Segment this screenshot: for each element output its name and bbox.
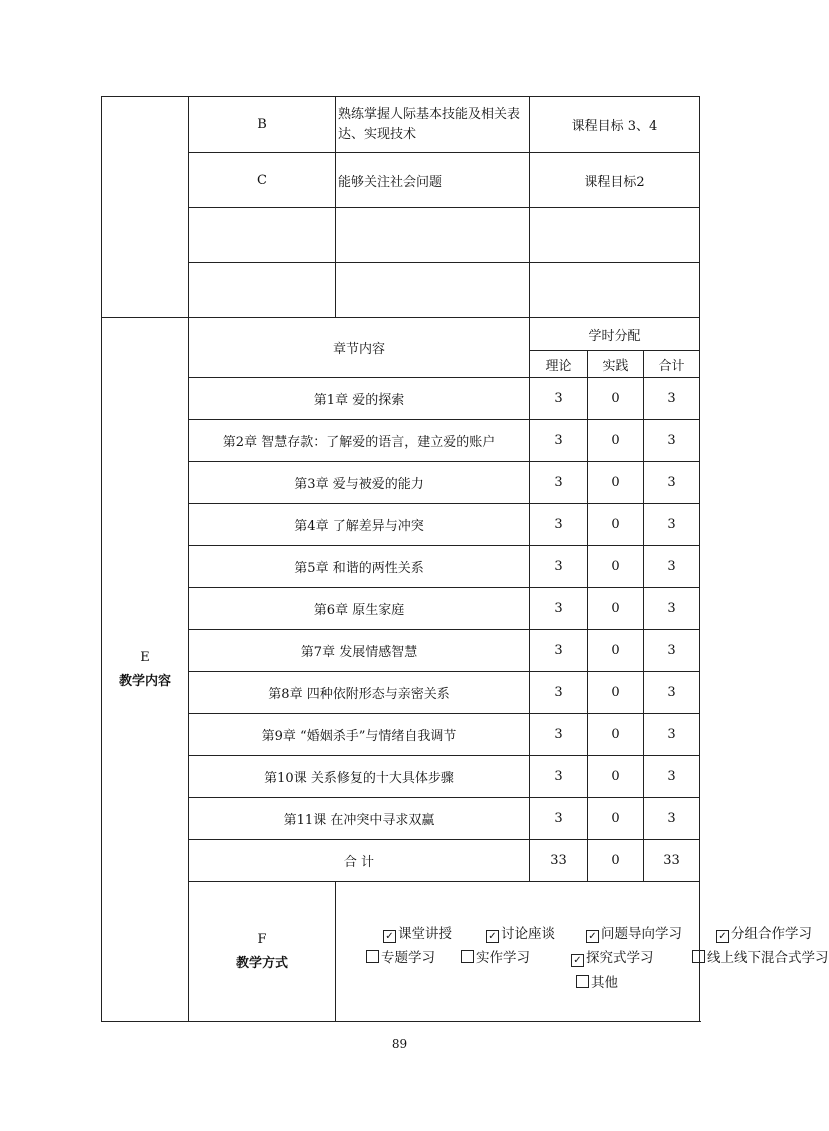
chapter-row <box>102 462 700 504</box>
chapter-theory-hours: 3 <box>530 672 588 714</box>
method-option[interactable] <box>486 922 555 943</box>
chapter-title: 第11课 在冲突中寻求双赢 <box>189 798 530 840</box>
objective-goal: 课程目标2 <box>530 153 700 208</box>
chapter-column-header: 章节内容 <box>189 318 530 378</box>
methods-options-cell <box>336 882 829 1022</box>
chapter-total-hours: 3 <box>644 672 700 714</box>
chapter-row <box>102 630 700 672</box>
checked-box-icon[interactable]: ✓ <box>383 930 396 943</box>
checked-box-icon[interactable]: ✓ <box>571 954 584 967</box>
objective-goal <box>530 263 700 318</box>
objective-description: 能够关注社会问题 <box>336 153 530 208</box>
chapter-title: 第7章 发展情感智慧 <box>189 630 530 672</box>
unchecked-box-icon[interactable] <box>576 975 589 988</box>
method-option[interactable] <box>692 946 829 966</box>
method-option-label: 其他 <box>591 974 618 991</box>
objective-code: C <box>189 153 336 208</box>
method-option-label: 线上线下混合式学习 <box>707 949 829 966</box>
chapter-total-hours: 3 <box>644 378 700 420</box>
chapter-theory-hours: 3 <box>530 504 588 546</box>
sum-label: 合 计 <box>189 840 530 882</box>
objective-code <box>189 263 336 318</box>
objective-goal: 课程目标 3、4 <box>530 97 700 153</box>
objective-code: B <box>189 97 336 153</box>
chapter-row <box>102 504 700 546</box>
content-section-title: 教学内容 <box>118 673 171 689</box>
chapter-theory-hours: 3 <box>530 546 588 588</box>
page-number: 89 <box>391 1037 408 1051</box>
chapter-practice-hours: 0 <box>588 504 644 546</box>
chapter-total-hours: 3 <box>644 420 700 462</box>
content-section-code: E <box>140 649 150 665</box>
methods-row <box>102 882 700 1022</box>
objective-description <box>336 208 530 263</box>
objectives-section-label <box>102 97 189 318</box>
methods-section-title: 教学方式 <box>235 955 288 971</box>
sum-practice-hours: 0 <box>588 840 644 882</box>
method-option-label: 探究式学习 <box>586 949 654 966</box>
content-header-row <box>102 318 700 351</box>
objective-code <box>189 208 336 263</box>
chapter-title: 第5章 和谐的两性关系 <box>189 546 530 588</box>
objective-row <box>102 208 700 263</box>
method-option[interactable] <box>383 922 452 943</box>
method-option[interactable] <box>716 922 812 943</box>
unchecked-box-icon[interactable] <box>461 950 474 963</box>
chapter-practice-hours: 0 <box>588 756 644 798</box>
checked-box-icon[interactable]: ✓ <box>586 930 599 943</box>
method-option[interactable] <box>366 946 435 966</box>
chapter-theory-hours: 3 <box>530 462 588 504</box>
method-option-label: 实作学习 <box>476 949 530 966</box>
chapter-row <box>102 798 700 840</box>
sum-total-hours: 33 <box>644 840 700 882</box>
chapter-theory-hours: 3 <box>530 714 588 756</box>
chapter-practice-hours: 0 <box>588 378 644 420</box>
chapter-total-hours: 3 <box>644 588 700 630</box>
course-table <box>101 96 829 1022</box>
chapter-total-hours: 3 <box>644 462 700 504</box>
chapter-practice-hours: 0 <box>588 630 644 672</box>
objective-description: 熟练掌握人际基本技能及相关表达、实现技术 <box>336 97 530 153</box>
chapter-practice-hours: 0 <box>588 588 644 630</box>
chapter-theory-hours: 3 <box>530 588 588 630</box>
chapter-theory-hours: 3 <box>530 798 588 840</box>
chapter-theory-hours: 3 <box>530 756 588 798</box>
methods-section-label <box>189 882 336 1022</box>
chapter-title: 第3章 爱与被爱的能力 <box>189 462 530 504</box>
chapter-title: 第4章 了解差异与冲突 <box>189 504 530 546</box>
chapter-total-hours: 3 <box>644 756 700 798</box>
checked-box-icon[interactable]: ✓ <box>486 930 499 943</box>
chapter-row <box>102 714 700 756</box>
chapter-row <box>102 756 700 798</box>
method-option[interactable] <box>461 946 530 966</box>
chapter-row <box>102 420 700 462</box>
chapter-total-hours: 3 <box>644 504 700 546</box>
chapter-title: 第6章 原生家庭 <box>189 588 530 630</box>
chapter-title: 第2章 智慧存款：了解爱的语言，建立爱的账户 <box>189 420 530 462</box>
chapter-practice-hours: 0 <box>588 798 644 840</box>
chapter-row <box>102 588 700 630</box>
unchecked-box-icon[interactable] <box>366 950 379 963</box>
chapter-theory-hours: 3 <box>530 378 588 420</box>
objective-row <box>102 153 700 208</box>
chapter-row <box>102 546 700 588</box>
unchecked-box-icon[interactable] <box>692 950 705 963</box>
content-section-label <box>102 318 189 1022</box>
method-option[interactable] <box>576 971 618 991</box>
method-option-label: 讨论座谈 <box>501 925 555 942</box>
chapter-title: 第9章 “婚姻杀手”与情绪自我调节 <box>189 714 530 756</box>
checked-box-icon[interactable]: ✓ <box>716 930 729 943</box>
chapter-total-hours: 3 <box>644 546 700 588</box>
method-option-label: 专题学习 <box>381 949 435 966</box>
methods-section-code: F <box>257 931 267 947</box>
objective-row <box>102 97 700 153</box>
chapter-total-hours: 3 <box>644 714 700 756</box>
method-option-label: 问题导向学习 <box>601 925 682 942</box>
method-option-label: 课堂讲授 <box>398 925 452 942</box>
chapter-total-hours: 3 <box>644 630 700 672</box>
method-option[interactable] <box>586 922 682 943</box>
method-option[interactable] <box>571 946 654 967</box>
method-option-label: 分组合作学习 <box>731 925 812 942</box>
sum-theory-hours: 33 <box>530 840 588 882</box>
chapter-practice-hours: 0 <box>588 546 644 588</box>
chapter-practice-hours: 0 <box>588 672 644 714</box>
chapter-title: 第1章 爱的探索 <box>189 378 530 420</box>
objective-row <box>102 263 700 318</box>
practice-column-header: 实践 <box>588 351 644 378</box>
sum-row <box>102 840 700 882</box>
objective-goal <box>530 208 700 263</box>
chapter-practice-hours: 0 <box>588 714 644 756</box>
chapter-row <box>102 378 700 420</box>
theory-column-header: 理论 <box>530 351 588 378</box>
hours-column-header: 学时分配 <box>530 318 700 351</box>
chapter-total-hours: 3 <box>644 798 700 840</box>
chapter-theory-hours: 3 <box>530 420 588 462</box>
chapter-practice-hours: 0 <box>588 462 644 504</box>
chapter-title: 第10课 关系修复的十大具体步骤 <box>189 756 530 798</box>
objective-description <box>336 263 530 318</box>
chapter-title: 第8章 四种依附形态与亲密关系 <box>189 672 530 714</box>
total-column-header: 合计 <box>644 351 700 378</box>
chapter-theory-hours: 3 <box>530 630 588 672</box>
chapter-practice-hours: 0 <box>588 420 644 462</box>
chapter-row <box>102 672 700 714</box>
